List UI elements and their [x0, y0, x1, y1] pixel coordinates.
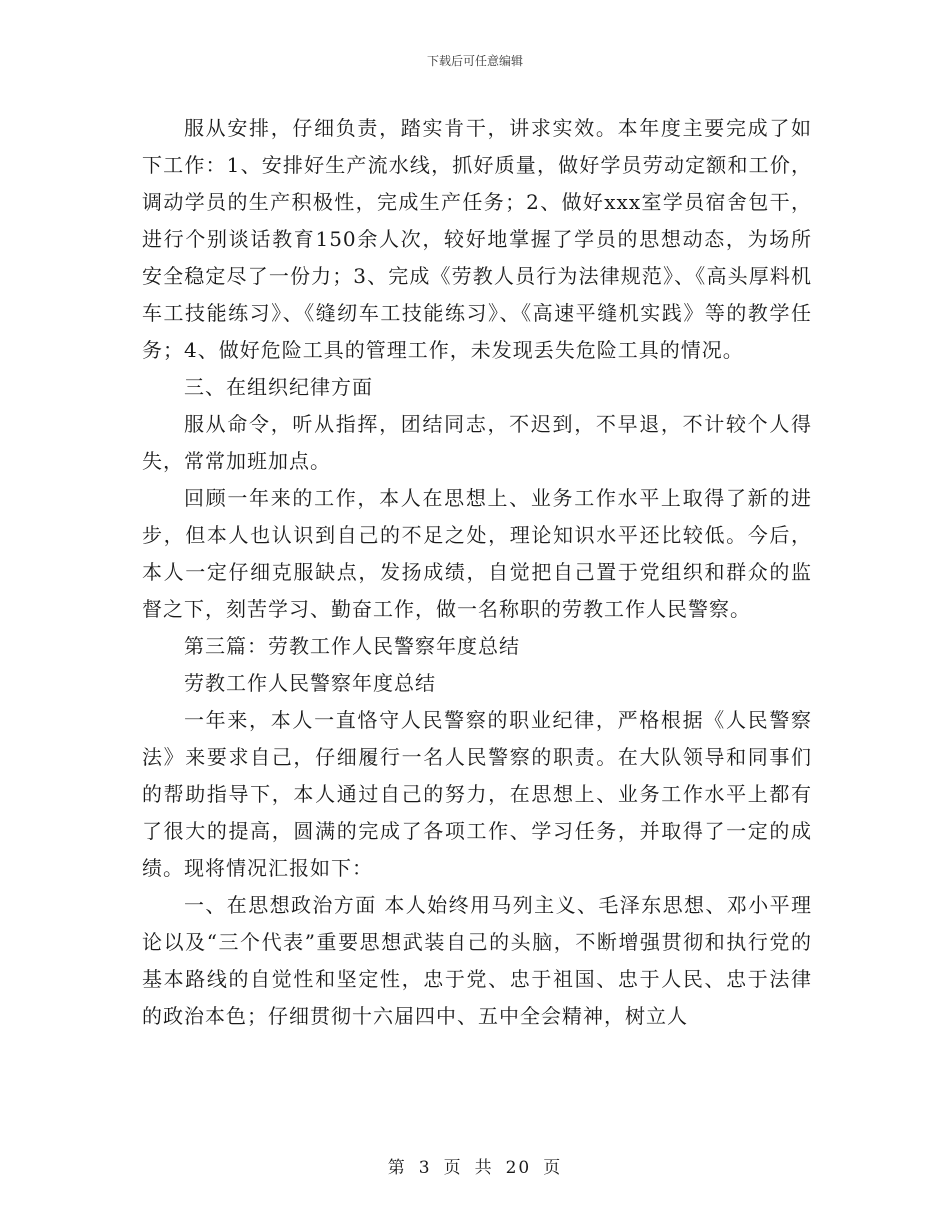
- paragraph-political: 一、在思想政治方面 本人始终用马列主义、毛泽东思想、邓小平理论以及“三个代表”重要思想武装自己的头脑，不断增强贯彻和执行党的基本路线的自觉性和坚定性，忠于党、忠于祖国、忠于人民、忠于法律的政治本色；仔细贯彻十六届四中、五中全会精神，树立人: [142, 893, 812, 1028]
- page-footer: [0, 1153, 950, 1178]
- footer-current-page: 3: [418, 1158, 432, 1178]
- document-body: [142, 110, 812, 1035]
- footer-label-total: 共: [474, 1158, 494, 1178]
- paragraph-intro: 一年来，本人一直恪守人民警察的职业纪律，严格根据《人民警察法》来要求自己，仔细履行一名人民警察的职责。在大队领导和同事们的帮助指导下，本人通过自己的努力，在思想上、业务工作水平上都有了很大的提高，圆满的完成了各项工作、学习任务，并取得了一定的成绩。现将情况汇报如下：: [142, 708, 812, 880]
- document-title: 劳教工作人民警察年度总结: [184, 671, 436, 695]
- footer-label-page: 第: [387, 1158, 407, 1178]
- page-header: 下载后可任意编辑: [426, 54, 523, 68]
- chapter-heading: 第三篇：劳教工作人民警察年度总结: [184, 634, 520, 658]
- section-heading-discipline: 三、在组织纪律方面: [184, 375, 373, 399]
- footer-total-pages: 20: [505, 1158, 532, 1178]
- paragraph-review: 回顾一年来的工作，本人在思想上、业务工作水平上取得了新的进步，但本人也认识到自己的不足之处，理论知识水平还比较低。今后，本人一定仔细克服缺点，发扬成绩，自觉把自己置于党组织和群众的监督之下，刻苦学习、勤奋工作，做一名称职的劳教工作人民警察。: [142, 486, 812, 621]
- paragraph-work-summary: 服从安排，仔细负责，踏实肯干，讲求实效。本年度主要完成了如下工作：1、安排好生产流水线，抓好质量，做好学员劳动定额和工价，调动学员的生产积极性，完成生产任务；2、做好xxx室学员宿舍包干，进行个别谈话教育150余人次，较好地掌握了学员的思想动态，为场所安全稳定尽了一份力；3、完成《劳教人员行为法律规范》、《高头厚料机车工技能练习》、《缝纫车工技能练习》、《高速平缝机实践》等的教学任务；4、做好危险工具的管理工作，未发现丢失危险工具的情况。: [142, 116, 812, 362]
- paragraph-discipline: 服从命令，听从指挥，团结同志，不迟到，不早退，不计较个人得失，常常加班加点。: [142, 412, 812, 473]
- footer-label-total-unit: 页: [543, 1158, 563, 1178]
- footer-label-page-unit: 页: [443, 1158, 463, 1178]
